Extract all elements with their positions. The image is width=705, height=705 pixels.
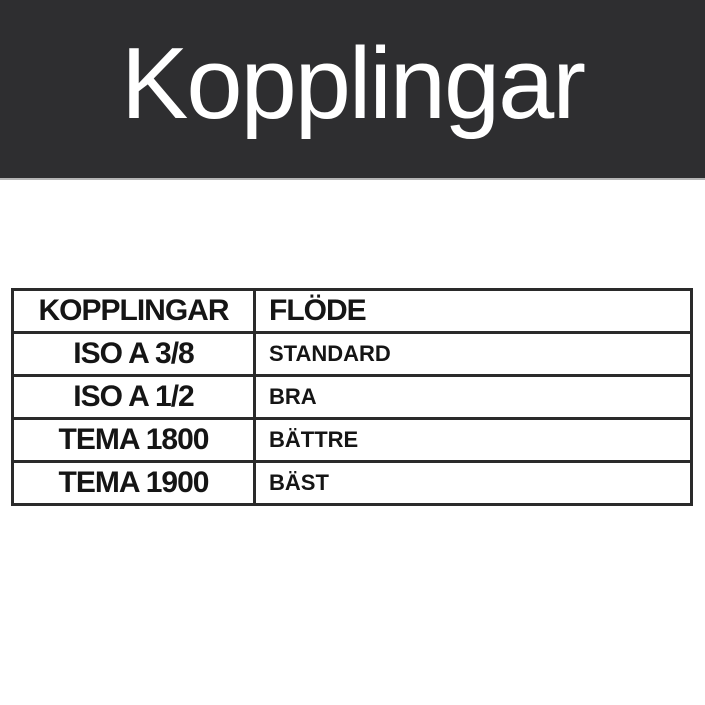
table-header-row [13, 290, 692, 333]
table-body [13, 333, 692, 505]
table-row [13, 419, 692, 462]
cell-flode: BÄST [255, 462, 692, 505]
table-row [13, 333, 692, 376]
cell-koppling: TEMA 1900 [13, 462, 255, 505]
cell-koppling: ISO A 1/2 [13, 376, 255, 419]
cell-flode: BRA [255, 376, 692, 419]
page-title: Kopplingar [121, 27, 584, 140]
cell-koppling: TEMA 1800 [13, 419, 255, 462]
column-header-flode: FLÖDE [255, 290, 692, 333]
cell-koppling: ISO A 3/8 [13, 333, 255, 376]
table-row [13, 376, 692, 419]
column-header-kopplingar: KOPPLINGAR [13, 290, 255, 333]
title-banner [0, 0, 705, 180]
cell-flode: STANDARD [255, 333, 692, 376]
table-row [13, 462, 692, 505]
couplings-table [11, 288, 693, 506]
cell-flode: BÄTTRE [255, 419, 692, 462]
